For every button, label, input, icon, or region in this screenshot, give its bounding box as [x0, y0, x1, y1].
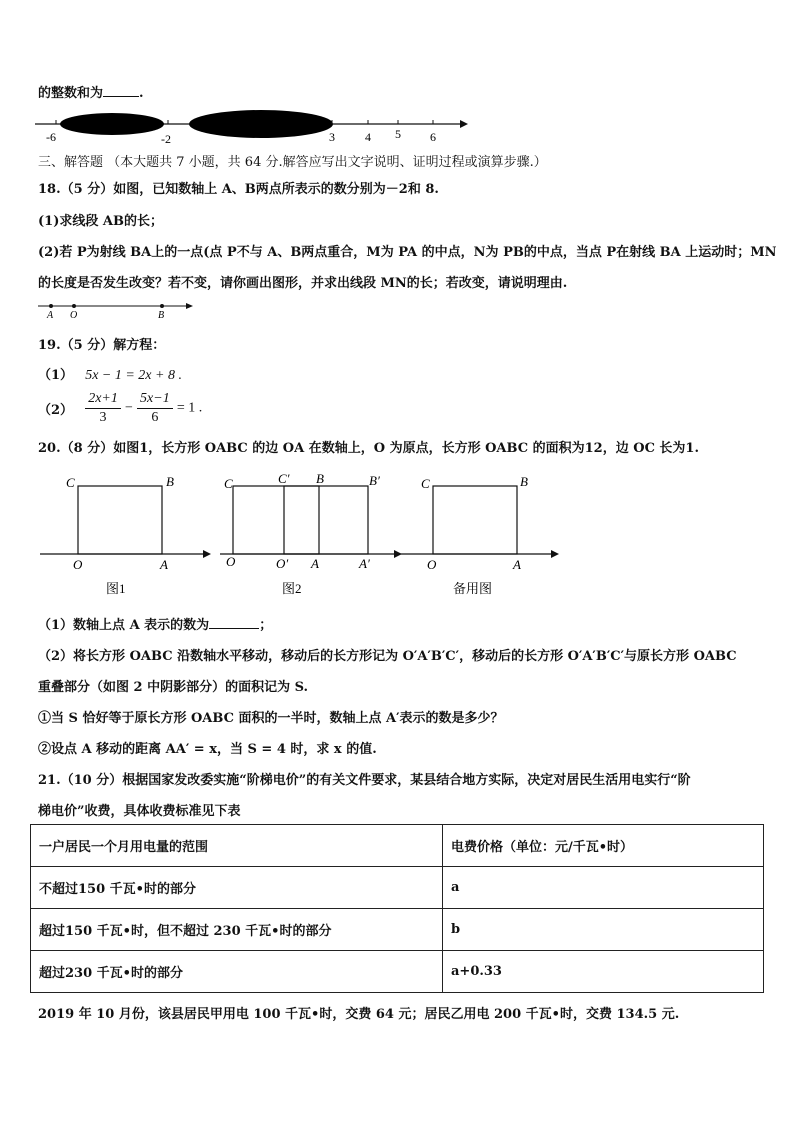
- label-c: C: [224, 476, 233, 491]
- tick-label: 4: [365, 130, 371, 144]
- tick-label: -6: [46, 130, 56, 144]
- table-cell: b: [443, 909, 764, 951]
- table-header-cell: 一户居民一个月用电量的范围: [31, 825, 443, 867]
- point-o-label: O: [70, 310, 78, 320]
- q18-part1: (1)求线段 AB的长；: [38, 214, 163, 229]
- label-a-prime: A′: [359, 556, 370, 571]
- table-cell: 不超过150 千瓦•时的部分: [31, 867, 443, 909]
- q18-part2-line1: (2)若 P为射线 BA上的一点(点 P不与 A、B两点重合，M为 PA 的中点，N为 PB的中点，当点 P在射线 BA 上运动时；MN: [38, 245, 777, 260]
- fraction-1: $\frac{2x+1}{3}$: [85, 390, 121, 427]
- point-a-label: A: [47, 310, 54, 320]
- figure-1-caption: 图1: [106, 581, 126, 596]
- q20-part1: [38, 614, 272, 633]
- fraction-2: $\frac{5x-1}{6}$: [137, 390, 173, 427]
- intro-line: [38, 82, 144, 101]
- q19-part1: [38, 364, 182, 384]
- table-row: [31, 825, 764, 867]
- table-cell: 超过150 千瓦•时，但不超过 230 千瓦•时的部分: [31, 909, 443, 951]
- q20-part2-line2: 重叠部分（如图 2 中阴影部分）的面积记为 S.: [38, 680, 309, 695]
- answer-blank: [209, 616, 259, 629]
- label-a: A: [160, 557, 168, 572]
- q20-part2-sub1: ①当 S 恰好等于原长方形 OABC 面积的一半时，数轴上点 A′表示的数是多少？: [38, 711, 504, 726]
- label-c: C: [421, 476, 430, 491]
- label-b: B: [520, 474, 528, 489]
- table-header-cell: 电费价格（单位：元/千瓦•时）: [443, 825, 764, 867]
- q20-part2-line1: （2）将长方形 OABC 沿数轴水平移动，移动后的长方形记为 O′A′B′C′，移动后的长方形 O′A′B′C′与原长方形 OABC: [38, 649, 737, 664]
- number-line-figure: [30, 108, 470, 148]
- q21-after-table: 2019 年 10 月份，该县居民甲用电 100 千瓦•时，交费 64 元；居民乙用电 200 千瓦•时，交费 134.5 元.: [38, 1007, 680, 1022]
- q18-part2-line2: 的长度是否发生改变？若不变，请你画出图形，并求出线段 MN的长；若改变，请说明理由.: [38, 276, 568, 291]
- q18-number-line: [36, 298, 196, 320]
- figure-backup: [396, 470, 566, 600]
- intro-text: 的整数和为: [38, 86, 104, 101]
- tick-label: 5: [395, 127, 401, 141]
- label-b: B: [316, 471, 324, 486]
- q20-stem: 20.（8 分）如图1，长方形 OABC 的边 OA 在数轴上，O 为原点，长方形 OABC 的面积为12，边 OC 长为1.: [38, 441, 700, 456]
- section-title: 三、解答题 （本大题共 7 小题，共 64 分.解答应写出文字说明、证明过程或演算步骤.）: [38, 155, 547, 170]
- table-cell: a: [443, 867, 764, 909]
- answer-blank: [103, 84, 139, 97]
- table-row: [31, 867, 764, 909]
- figure-1: [38, 470, 218, 600]
- label-o: O: [73, 557, 83, 572]
- label-o-prime: O′: [276, 556, 289, 571]
- label-o: O: [427, 557, 437, 572]
- q19-stem: 19.（5 分）解方程：: [38, 338, 166, 353]
- label-b: B: [166, 474, 174, 489]
- redaction-blob-1: [60, 113, 164, 135]
- label-a: A: [311, 556, 319, 571]
- tick-label: 3: [329, 130, 335, 144]
- q21-stem-line2: 梯电价”收费，具体收费标准见下表: [38, 804, 241, 819]
- q19-equation-1: 5x − 1 = 2x + 8 .: [85, 368, 182, 383]
- table-cell: a+0.33: [443, 951, 764, 993]
- tick-label: 6: [430, 130, 436, 144]
- label-o: O: [226, 554, 236, 569]
- label-a: A: [513, 557, 521, 572]
- figure-2-caption: 图2: [282, 581, 302, 596]
- q20-part1-end: ；: [259, 618, 273, 633]
- table-row: [31, 909, 764, 951]
- fee-table: [30, 824, 764, 993]
- q19-part2-label: （2）: [38, 403, 74, 418]
- table-row: [31, 951, 764, 993]
- tick-label: -2: [161, 132, 171, 146]
- q18-stem: 18.（5 分）如图，已知数轴上 A、B两点所表示的数分别为－2和 8.: [38, 182, 439, 197]
- figure-2: [218, 468, 403, 600]
- equation-rhs: = 1 .: [176, 400, 203, 416]
- q19-part1-label: （1）: [38, 368, 74, 383]
- label-b-prime: B′: [369, 473, 380, 488]
- q20-part1-text: （1）数轴上点 A 表示的数为: [38, 618, 210, 633]
- minus-sign: −: [125, 400, 133, 416]
- q19-part2: [38, 390, 202, 427]
- point-b-label: B: [158, 310, 165, 320]
- label-c-prime: C′: [278, 471, 290, 486]
- q21-stem-line1: 21.（10 分）根据国家发改委实施“阶梯电价”的有关文件要求，某县结合地方实际，决定对居民生活用电实行“阶: [38, 773, 691, 788]
- table-cell: 超过230 千瓦•时的部分: [31, 951, 443, 993]
- label-c: C: [66, 475, 75, 490]
- redaction-blob-2: [189, 110, 333, 138]
- intro-end: .: [139, 86, 144, 101]
- figure-backup-caption: 备用图: [453, 581, 493, 596]
- q20-part2-sub2: ②设点 A 移动的距离 AA′ = x，当 S = 4 时，求 x 的值.: [38, 742, 377, 757]
